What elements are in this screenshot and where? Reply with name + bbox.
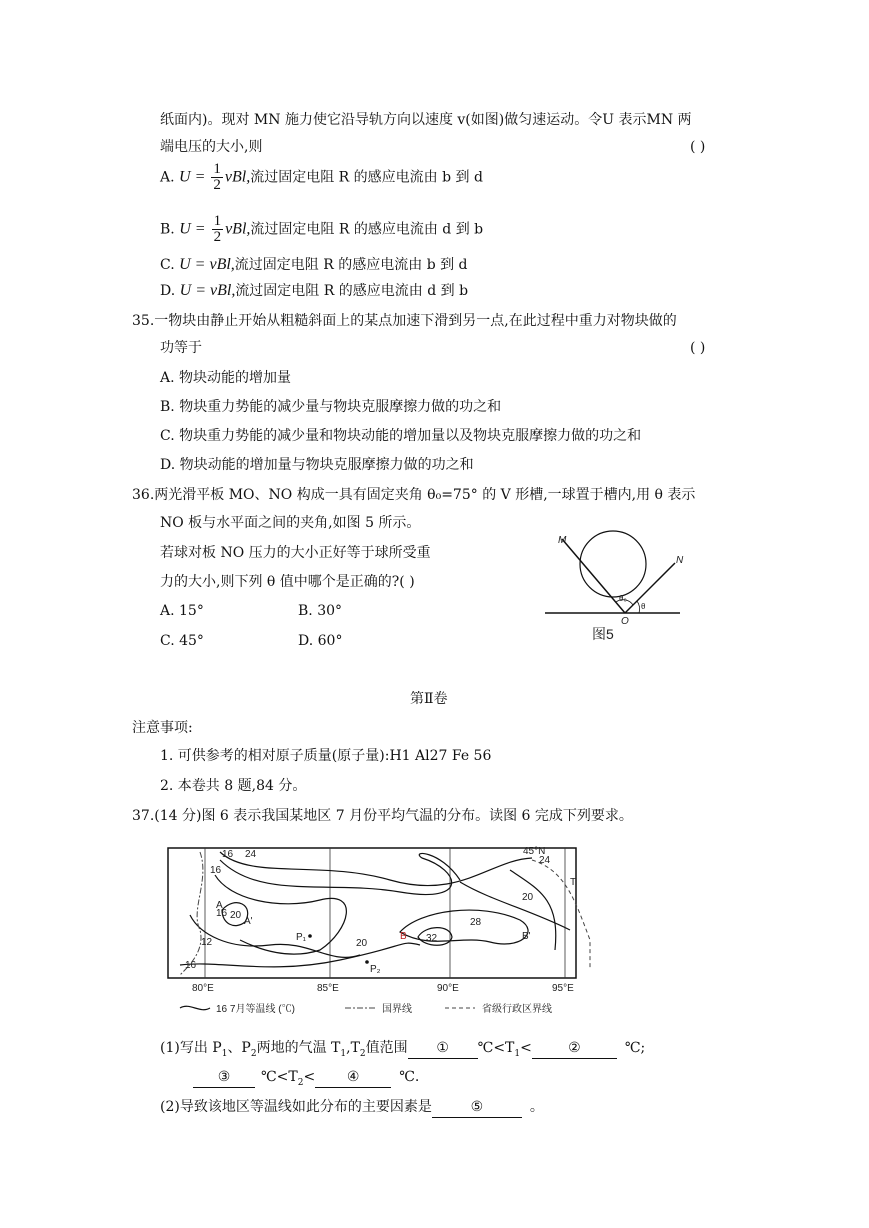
legend-border: 国界线 — [382, 1004, 412, 1015]
formula: U = vBl, — [179, 256, 235, 273]
theta-arc — [637, 601, 640, 613]
iso-label: 16 — [216, 908, 228, 919]
point-label: T — [570, 877, 577, 888]
q37-sub1-line-1: (1)写出 $P_1$、$P_2$两地的气温 $T_1,T_2$值范围 ① $℃<T_1<$ ② ℃; — [160, 1040, 646, 1059]
figure-caption: 图5 — [592, 626, 614, 642]
q37-sub1-line-2: ③ $℃<T_2<$ ④ ℃. — [193, 1067, 419, 1093]
option-text: 流过固定电阻 R 的感应电流由 d 到 b — [235, 283, 469, 299]
label-m: M — [558, 535, 567, 546]
point-label: P₂ — [370, 964, 381, 975]
lon-label: 95°E — [552, 983, 574, 994]
answer-blank-1[interactable]: ① — [408, 1038, 478, 1059]
answer-blank-5[interactable]: ⑤ — [432, 1097, 522, 1118]
q34-intro-line-2: 端电压的大小,则 — [160, 139, 263, 155]
formula: U = vBl, — [179, 282, 236, 299]
q37-sub2 — [160, 1097, 544, 1118]
q34-option-c — [160, 255, 468, 275]
q35-stem-line-2: 功等于 — [160, 340, 202, 356]
isotherm — [220, 852, 532, 886]
point-label: A' — [244, 916, 253, 927]
note-1: 1. 可供参考的相对原子质量(原子量):H1 Al27 Fe 56 — [160, 748, 492, 764]
option-letter: C. — [160, 257, 175, 273]
province-boundary — [532, 860, 590, 970]
text: (2)导致该地区等温线如此分布的主要因素是 — [160, 1099, 432, 1115]
label-theta0: θ₀ — [619, 594, 627, 603]
iso-label: 20 — [230, 910, 242, 921]
option-text: 流过固定电阻 R 的感应电流由 b 到 d — [234, 257, 468, 273]
iso-label: 16 — [222, 849, 234, 860]
lon-label: 90°E — [437, 983, 459, 994]
legend-isotherm-swatch — [180, 1006, 210, 1009]
denominator: 2 — [213, 177, 221, 193]
numerator: 1 — [213, 213, 222, 229]
point-label: B — [400, 931, 407, 942]
text: 值范围 — [365, 1040, 408, 1056]
label-theta: θ — [641, 602, 646, 611]
option-letter: A. — [160, 169, 175, 186]
iso-label: 28 — [470, 917, 482, 928]
q35-option-c: C. 物块重力势能的减少量和物块动能的增加量以及物块克服摩擦力做的功之和 — [160, 428, 642, 444]
q35-stem-line-1: 35.一物块由静止开始从粗糙斜面上的某点加速下滑到另一点,在此过程中重力对物块做的 — [132, 313, 677, 329]
legend-isotherm: 16 7月等温线 (℃) — [216, 1004, 295, 1015]
section-title: 第Ⅱ卷 — [410, 691, 448, 707]
text: 两地的气温 T — [256, 1040, 341, 1056]
national-border — [180, 852, 203, 975]
text: ,T — [346, 1040, 360, 1056]
fraction — [212, 214, 224, 245]
text: (1)写出 P — [160, 1040, 222, 1056]
text: < — [520, 1040, 532, 1056]
iso-label: 32 — [426, 933, 438, 944]
board-mo — [562, 539, 625, 613]
answer-blank-3[interactable]: ③ — [193, 1067, 255, 1088]
label-n: N — [676, 555, 684, 566]
option-letter: D. — [160, 283, 176, 299]
point-label: B' — [522, 931, 531, 942]
answer-blank-4[interactable]: ④ — [315, 1067, 391, 1088]
denominator: 2 — [213, 229, 222, 245]
q36-option-d: D. 60° — [298, 633, 343, 649]
q37-stem: 37.(14 分)图 6 表示我国某地区 7 月份平均气温的分布。读图 6 完成下列要求。 — [132, 808, 633, 824]
iso-label: 16 — [210, 865, 222, 876]
option-text: 流过固定电阻 R 的感应电流由 d 到 b — [250, 221, 484, 238]
text: ℃<T — [477, 1040, 515, 1056]
q35-option-b: B. 物块重力势能的减少量与物块克服摩擦力做的功之和 — [160, 399, 502, 415]
formula: U = — [179, 168, 210, 186]
ball — [580, 531, 646, 597]
q36-stem-line-4: 力的大小,则下列 θ 值中哪个是正确的?( ) — [160, 574, 415, 590]
text: 、P — [227, 1040, 251, 1056]
q36-stem-line-1: 36.两光滑平板 MO、NO 构成一具有固定夹角 θ₀=75° 的 V 形槽,一球置于槽内,用 θ 表示 — [132, 487, 696, 503]
note-2: 2. 本卷共 8 题,84 分。 — [160, 778, 307, 794]
figure-6-map — [160, 840, 620, 1020]
text: ℃. — [399, 1069, 420, 1085]
formula: U = — [179, 220, 210, 238]
legend-province: 省级行政区界线 — [482, 1004, 552, 1015]
numerator: 1 — [213, 161, 221, 177]
point-p2 — [365, 960, 369, 964]
formula-rest: vBl, — [225, 220, 251, 238]
point-label: A — [216, 900, 223, 911]
text: ℃; — [624, 1040, 646, 1056]
board-no — [625, 563, 675, 613]
formula-rest: vBl, — [224, 168, 251, 186]
answer-blank-2[interactable]: ② — [532, 1038, 617, 1059]
label-o: O — [621, 616, 629, 627]
point-p1 — [308, 934, 312, 938]
option-letter: B. — [160, 221, 175, 238]
notes-heading: 注意事项: — [132, 720, 193, 736]
point-label: P₁ — [296, 932, 307, 943]
iso-label: 20 — [356, 938, 368, 949]
q35-option-a: A. 物块动能的增加量 — [160, 370, 292, 386]
iso-label: 24 — [539, 855, 551, 866]
text: ℃<T — [261, 1069, 298, 1085]
lon-label: 85°E — [317, 983, 339, 994]
isotherm — [510, 870, 556, 950]
lat-label: 45°N — [523, 846, 546, 857]
q36-stem-line-2: NO 板与水平面之间的夹角,如图 5 所示。 — [160, 515, 421, 531]
isotherm — [190, 915, 360, 957]
q36-stem-line-3: 若球对板 NO 压力的大小正好等于球所受重 — [160, 545, 431, 561]
q36-option-a: A. 15° — [160, 603, 204, 619]
q36-option-c: C. 45° — [160, 633, 204, 649]
iso-label: 24 — [245, 849, 257, 860]
lon-label: 80°E — [192, 983, 214, 994]
iso-label: 16 — [185, 960, 197, 971]
figure-5 — [540, 525, 700, 645]
q34-option-a — [160, 162, 483, 193]
iso-label: 12 — [201, 937, 213, 948]
q34-option-b — [160, 214, 483, 245]
q34-option-d — [160, 281, 468, 301]
q36-option-b: B. 30° — [298, 603, 343, 619]
fraction — [211, 162, 223, 193]
answer-paren: ( ) — [690, 340, 706, 356]
answer-paren: ( ) — [690, 139, 706, 155]
text: 。 — [529, 1099, 544, 1115]
iso-label: 20 — [522, 892, 534, 903]
text: < — [303, 1069, 316, 1085]
option-text: 流过固定电阻 R 的感应电流由 b 到 d — [250, 169, 483, 186]
q35-option-d: D. 物块动能的增加量与物块克服摩擦力做的功之和 — [160, 457, 474, 473]
q34-intro-line-1: 纸面内)。现对 MN 施力使它沿导轨方向以速度 v(如图)做匀速运动。令U 表示MN 两 — [160, 112, 692, 128]
